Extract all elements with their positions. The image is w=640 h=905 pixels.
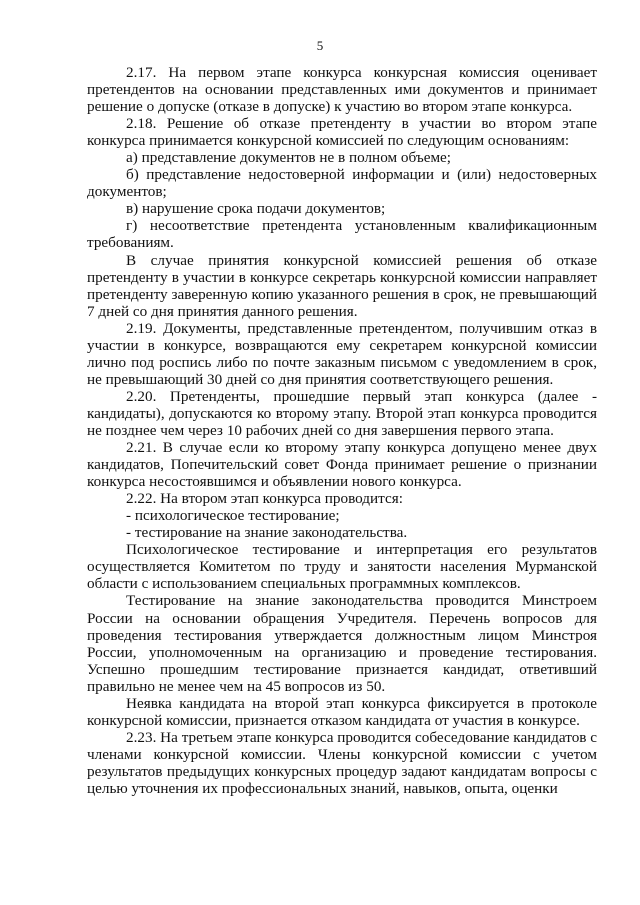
paragraph-law-testing: Тестирование на знание законодательства проводится Минстроем России на основании обращения Учредителя. Перечень вопросов для проведения тестирования утверждается должностным лицом Минстроя России, уполномоченным на организацию и проведение тестирования. Успешно прошедшим тестирование признается кандидат, ответивший правильно не менее чем на 45 вопросов из 50. (87, 592, 597, 695)
paragraph-2-17: 2.17. На первом этапе конкурса конкурсная комиссия оценивает претендентов на основании представленных ими документов и принимает решение о допуске (отказе в допуске) к участию во втором этапе конкурса. (87, 64, 597, 116)
list-item-2-18-g: г) несоответствие претендента установленным квалификационным требованиям. (87, 217, 597, 252)
paragraph-2-23: 2.23. На третьем этапе конкурса проводится собеседование кандидатов с членами конкурсной комиссии. Члены конкурсной комиссии с учетом результатов предыдущих конкурсных процедур задают кандидатам вопросы с целью уточнения их профессиональных знаний, навыков, опыта, оценки (87, 728, 597, 797)
list-item-2-18-v: в) нарушение срока подачи документов; (126, 200, 386, 218)
list-item-2-18-a: а) представление документов не в полном объеме; (126, 149, 452, 167)
paragraph-2-20: 2.20. Претенденты, прошедшие первый этап конкурса (далее - кандидаты), допускаются ко второму этапу. Второй этап конкурса проводится не позднее чем через 10 рабочих дней со дня завершения первого этапа. (87, 387, 597, 439)
paragraph-2-19: 2.19. Документы, представленные претендентом, получившим отказ в участии в конкурсе, возвращаются ему секретарем конкурсной комиссии лично под роспись либо по почте заказным письмом с уведомлением в срок, не превышающий 30 дней со дня принятия соответствующего решения. (87, 319, 597, 388)
paragraph-2-22: 2.22. На втором этап конкурса проводится: (126, 490, 403, 508)
paragraph-psychological-testing: Психологическое тестирование и интерпретация его результатов осуществляется Комитетом по труду и занятости населения Мурманской области с использованием специальных программных комплексов. (87, 541, 597, 593)
paragraph-no-show: Неявка кандидата на второй этап конкурса фиксируется в протоколе конкурсной комиссии, признается отказом кандидата от участия в конкурсе. (87, 694, 597, 729)
list-item-2-18-b: б) представление недостоверной информации и (или) недостоверных документов; (87, 166, 597, 201)
paragraph-refusal-copy: В случае принятия конкурсной комиссией решения об отказе претенденту в участии в конкурсе секретарь конкурсной комиссии направляет претенденту заверенную копию указанного решения в срок, не превышающий 7 дней со дня принятия данного решения. (87, 251, 597, 320)
document-body (87, 64, 597, 797)
page-number: 5 (316, 38, 324, 53)
paragraph-2-18: 2.18. Решение об отказе претенденту в участии во втором этапе конкурса принимается конкурсной комиссией по следующим основаниям: (87, 115, 597, 150)
list-item-psychological-testing: - психологическое тестирование; (126, 507, 340, 525)
paragraph-2-21: 2.21. В случае если ко второму этапу конкурса допущено менее двух кандидатов, Попечительский совет Фонда принимает решение о признании конкурса несостоявшимся и объявлении нового конкурса. (87, 439, 597, 491)
list-item-law-testing: - тестирование на знание законодательства. (126, 524, 408, 542)
